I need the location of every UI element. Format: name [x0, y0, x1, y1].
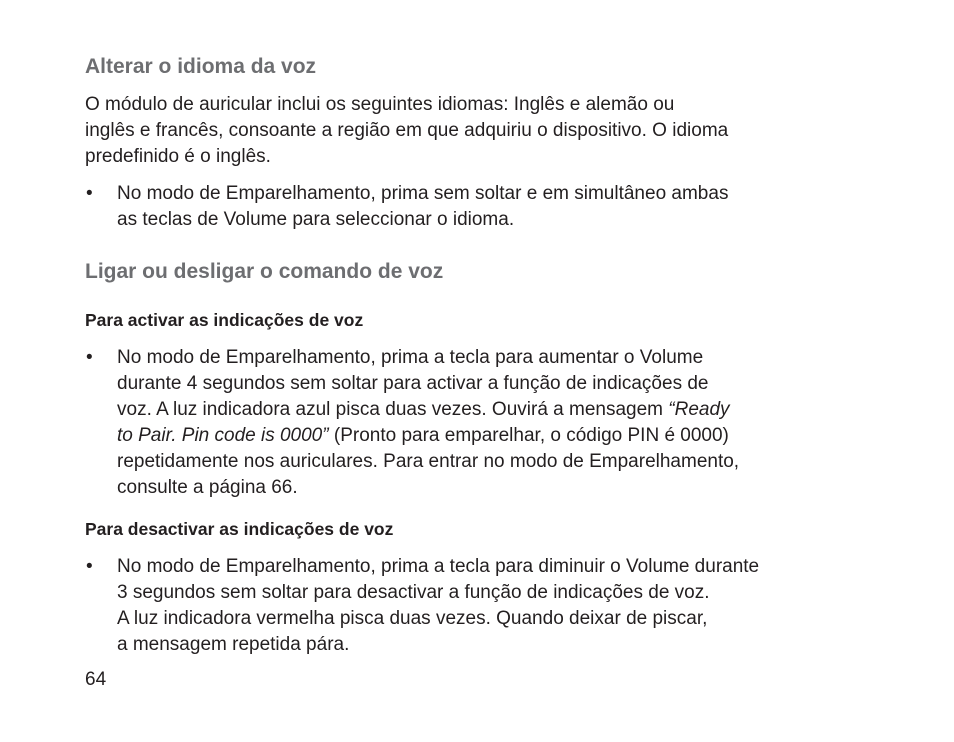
bullet-line: durante 4 segundos sem soltar para activar a função de indicações de	[117, 373, 709, 394]
quoted-message: “Ready	[668, 399, 730, 420]
bullet-line: A luz indicadora vermelha pisca duas vezes. Quando deixar de piscar,	[117, 608, 708, 629]
bullet-dot: •	[86, 183, 93, 204]
intro-paragraph	[85, 92, 728, 170]
bullet-line: consulte a página 66.	[117, 477, 298, 498]
subsection-title-activate: Para activar as indicações de voz	[85, 310, 364, 330]
bullet-dot: •	[86, 347, 93, 368]
page-number: 64	[85, 669, 107, 690]
bullet-line	[117, 397, 739, 423]
bullet-line: as teclas de Volume para seleccionar o idioma.	[117, 209, 515, 230]
bullet-line: No modo de Emparelhamento, prima a tecla para aumentar o Volume	[117, 347, 704, 368]
bullet-line: 3 segundos sem soltar para desactivar a função de indicações de voz.	[117, 582, 710, 603]
bullet-text: (Pronto para emparelhar, o código PIN é 0000)	[328, 425, 729, 446]
bullet-line: repetidamente nos auriculares. Para entrar no modo de Emparelhamento,	[117, 451, 740, 472]
section-title-voice-command: Ligar ou desligar o comando de voz	[85, 260, 444, 283]
intro-line: predefinido é o inglês.	[85, 146, 271, 167]
quoted-message: to Pair. Pin code is 0000”	[117, 425, 329, 446]
intro-line: inglês e francês, consoante a região em que adquiriu o dispositivo. O idioma	[85, 120, 729, 141]
intro-line: O módulo de auricular inclui os seguintes idiomas: Inglês e alemão ou	[85, 94, 675, 115]
bullet-text: voz. A luz indicadora azul pisca duas vezes. Ouvirá a mensagem	[117, 399, 669, 420]
bullet-line: No modo de Emparelhamento, prima sem soltar e em simultâneo ambas	[117, 183, 729, 204]
bullet-line	[117, 423, 739, 449]
bullet-dot: •	[86, 556, 93, 577]
bullet-line: a mensagem repetida pára.	[117, 634, 350, 655]
section-title-voice-language: Alterar o idioma da voz	[85, 55, 317, 78]
bullet-line: No modo de Emparelhamento, prima a tecla para diminuir o Volume durante	[117, 556, 760, 577]
subsection-title-deactivate: Para desactivar as indicações de voz	[85, 519, 394, 539]
